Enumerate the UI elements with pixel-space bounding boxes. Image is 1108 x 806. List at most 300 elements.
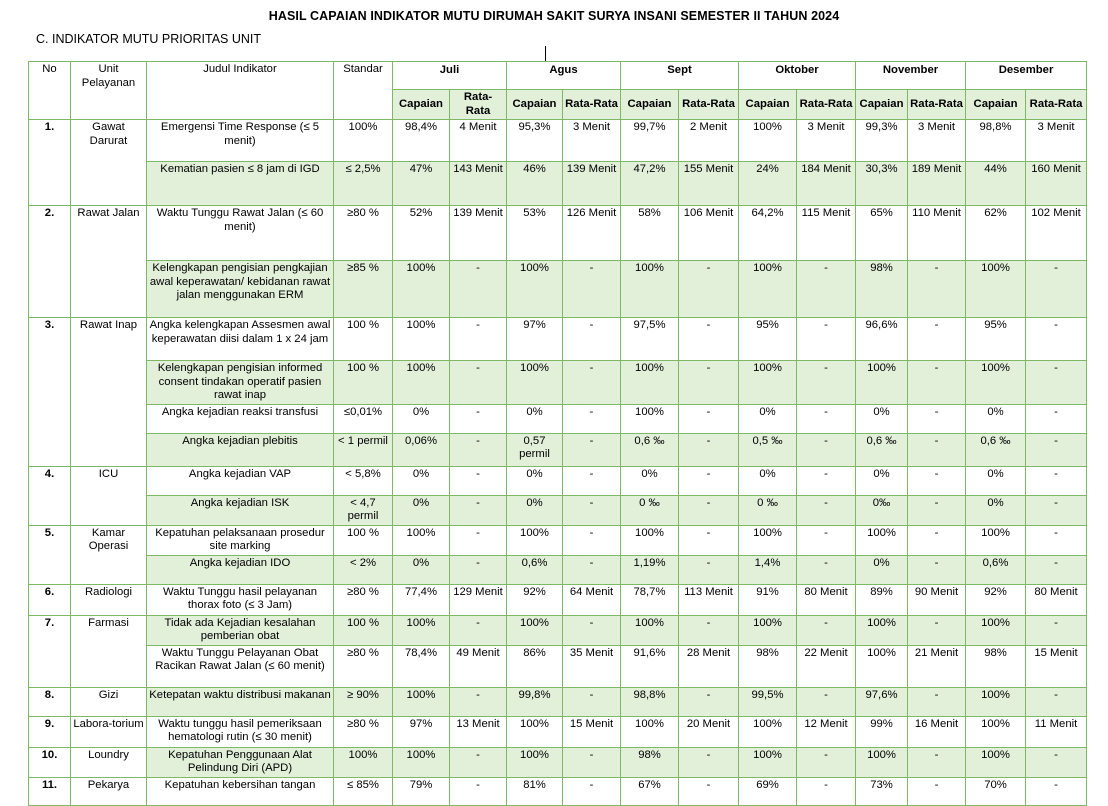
capaian-cell: 98%: [739, 645, 797, 687]
capaian-cell: 97,5%: [621, 318, 679, 361]
capaian-cell: 100%: [621, 361, 679, 405]
capaian-cell: 97%: [393, 716, 450, 747]
header-month-agus: Agus: [507, 62, 621, 90]
rata-rata-cell: -: [908, 615, 966, 645]
rata-rata-cell: -: [450, 261, 507, 318]
rata-rata-cell: -: [908, 318, 966, 361]
rata-rata-cell: 4 Menit: [450, 120, 507, 162]
unit-pelayanan: Rawat Inap: [71, 318, 147, 467]
header-rata: Rata-Rata: [908, 90, 966, 120]
capaian-cell: 100%: [966, 687, 1026, 716]
rata-rata-cell: -: [797, 318, 856, 361]
rata-rata-cell: -: [908, 525, 966, 555]
capaian-cell: 100%: [966, 261, 1026, 318]
capaian-cell: 67%: [621, 777, 679, 805]
rata-rata-cell: -: [679, 687, 739, 716]
rata-rata-cell: 155 Menit: [679, 162, 739, 206]
capaian-cell: 46%: [507, 162, 563, 206]
capaian-cell: 69%: [739, 777, 797, 805]
capaian-cell: 0,6 ‰: [966, 433, 1026, 466]
rata-rata-cell: -: [797, 747, 856, 777]
capaian-cell: 0%: [856, 404, 908, 433]
capaian-cell: 0%: [966, 466, 1026, 495]
capaian-cell: 100%: [739, 716, 797, 747]
standard-value: ≥85 %: [334, 261, 393, 318]
indicator-title: Kelengkapan pengisian pengkajian awal keperawatan/ kebidanan rawat jalan menggunakan ERM: [147, 261, 334, 318]
capaian-cell: 77,4%: [393, 584, 450, 615]
capaian-cell: 78,7%: [621, 584, 679, 615]
indicator-title: Angka kelengkapan Assesmen awal keperawatan diisi dalam 1 x 24 jam: [147, 318, 334, 361]
standard-value: ≤ 85%: [334, 777, 393, 805]
indicator-title: Kepatuhan pelaksanaan prosedur site marking: [147, 525, 334, 555]
table-row: [29, 318, 1087, 361]
header-rata: Rata-Rata: [450, 90, 507, 120]
rata-rata-cell: -: [563, 318, 621, 361]
standard-value: 100 %: [334, 525, 393, 555]
standard-value: 100%: [334, 120, 393, 162]
header-capaian: Capaian: [507, 90, 563, 120]
capaian-cell: 86%: [507, 645, 563, 687]
header-capaian: Capaian: [621, 90, 679, 120]
rata-rata-cell: -: [1026, 495, 1087, 525]
capaian-cell: 91%: [739, 584, 797, 615]
rata-rata-cell: 35 Menit: [563, 645, 621, 687]
rata-rata-cell: -: [563, 747, 621, 777]
rata-rata-cell: -: [563, 777, 621, 805]
header-standar: Standar: [334, 62, 393, 120]
capaian-cell: 0%: [507, 466, 563, 495]
rata-rata-cell: -: [908, 361, 966, 405]
table-row: [29, 206, 1087, 261]
rata-rata-cell: -: [450, 318, 507, 361]
header-rata: Rata-Rata: [1026, 90, 1087, 120]
rata-rata-cell: 129 Menit: [450, 584, 507, 615]
capaian-cell: 100%: [393, 318, 450, 361]
rata-rata-cell: -: [797, 687, 856, 716]
capaian-cell: 0 ‰: [739, 495, 797, 525]
indicator-title: Kepatuhan Penggunaan Alat Pelindung Diri (APD): [147, 747, 334, 777]
standard-value: ≥80 %: [334, 584, 393, 615]
rata-rata-cell: -: [797, 433, 856, 466]
rata-rata-cell: 28 Menit: [679, 645, 739, 687]
table-row: [29, 525, 1087, 555]
capaian-cell: 24%: [739, 162, 797, 206]
rata-rata-cell: -: [1026, 615, 1087, 645]
rata-rata-cell: -: [450, 777, 507, 805]
row-number: 6.: [29, 584, 71, 615]
rata-rata-cell: -: [679, 404, 739, 433]
capaian-cell: 52%: [393, 206, 450, 261]
capaian-cell: 0,06%: [393, 433, 450, 466]
indicator-table: [28, 61, 1087, 806]
rata-rata-cell: 3 Menit: [1026, 120, 1087, 162]
indicator-title: Waktu Tunggu Rawat Jalan (≤ 60 menit): [147, 206, 334, 261]
capaian-cell: 53%: [507, 206, 563, 261]
capaian-cell: 0,5 ‰: [739, 433, 797, 466]
indicator-title: Waktu Tunggu hasil pelayanan thorax foto (≤ 3 Jam): [147, 584, 334, 615]
rata-rata-cell: -: [563, 466, 621, 495]
capaian-cell: 100%: [966, 615, 1026, 645]
unit-pelayanan: Gizi: [71, 687, 147, 716]
capaian-cell: 0%: [393, 466, 450, 495]
capaian-cell: 100%: [739, 120, 797, 162]
rata-rata-cell: -: [679, 361, 739, 405]
capaian-cell: 100%: [393, 525, 450, 555]
capaian-cell: 100%: [856, 361, 908, 405]
table-row: [29, 120, 1087, 162]
rata-rata-cell: -: [679, 433, 739, 466]
rata-rata-cell: 20 Menit: [679, 716, 739, 747]
rata-rata-cell: 110 Menit: [908, 206, 966, 261]
rata-rata-cell: -: [679, 466, 739, 495]
section-subtitle: C. INDIKATOR MUTU PRIORITAS UNIT: [36, 32, 262, 46]
indicator-title: Emergensi Time Response (≤ 5 menit): [147, 120, 334, 162]
rata-rata-cell: -: [908, 777, 966, 805]
header-no: No: [29, 62, 71, 120]
capaian-cell: 0%: [393, 555, 450, 584]
rata-rata-cell: 21 Menit: [908, 645, 966, 687]
row-number: 3.: [29, 318, 71, 467]
capaian-cell: 47,2%: [621, 162, 679, 206]
indicator-title: Tidak ada Kejadian kesalahan pemberian obat: [147, 615, 334, 645]
capaian-cell: 100%: [966, 716, 1026, 747]
rata-rata-cell: -: [679, 555, 739, 584]
standard-value: < 4,7 permil: [334, 495, 393, 525]
capaian-cell: 95%: [966, 318, 1026, 361]
rata-rata-cell: -: [679, 777, 739, 805]
capaian-cell: 100%: [507, 525, 563, 555]
rata-rata-cell: -: [908, 495, 966, 525]
capaian-cell: 47%: [393, 162, 450, 206]
capaian-cell: 0%: [856, 466, 908, 495]
capaian-cell: 100%: [621, 525, 679, 555]
standard-value: ≤ 2,5%: [334, 162, 393, 206]
rata-rata-cell: -: [450, 615, 507, 645]
rata-rata-cell: -: [450, 747, 507, 777]
rata-rata-cell: 11 Menit: [1026, 716, 1087, 747]
capaian-cell: 98%: [966, 645, 1026, 687]
rata-rata-cell: -: [1026, 525, 1087, 555]
capaian-cell: 98,4%: [393, 120, 450, 162]
table-row: [29, 466, 1087, 495]
rata-rata-cell: -: [908, 404, 966, 433]
rata-rata-cell: -: [563, 525, 621, 555]
rata-rata-cell: 139 Menit: [563, 162, 621, 206]
row-number: 10.: [29, 747, 71, 777]
rata-rata-cell: -: [908, 261, 966, 318]
capaian-cell: 97,6%: [856, 687, 908, 716]
capaian-cell: 91,6%: [621, 645, 679, 687]
standard-value: 100 %: [334, 615, 393, 645]
row-number: 1.: [29, 120, 71, 206]
header-month-desember: Desember: [966, 62, 1087, 90]
rata-rata-cell: 15 Menit: [1026, 645, 1087, 687]
table-body: [29, 120, 1087, 806]
standard-value: 100 %: [334, 361, 393, 405]
unit-pelayanan: Rawat Jalan: [71, 206, 147, 318]
row-number: 11.: [29, 777, 71, 805]
unit-pelayanan: Farmasi: [71, 615, 147, 687]
header-month-sept: Sept: [621, 62, 739, 90]
capaian-cell: 0 ‰: [621, 495, 679, 525]
rata-rata-cell: 3 Menit: [908, 120, 966, 162]
unit-pelayanan: Labora-torium: [71, 716, 147, 747]
header-rata: Rata-Rata: [679, 90, 739, 120]
rata-rata-cell: -: [908, 433, 966, 466]
indicator-title: Kematian pasien ≤ 8 jam di IGD: [147, 162, 334, 206]
rata-rata-cell: 90 Menit: [908, 584, 966, 615]
header-month-oktober: Oktober: [739, 62, 856, 90]
capaian-cell: 100%: [621, 716, 679, 747]
standard-value: ≥80 %: [334, 645, 393, 687]
capaian-cell: 89%: [856, 584, 908, 615]
unit-pelayanan: Pekarya: [71, 777, 147, 805]
indicator-title: Kelengkapan pengisian informed consent tindakan operatif pasien rawat inap: [147, 361, 334, 405]
rata-rata-cell: -: [450, 687, 507, 716]
capaian-cell: 58%: [621, 206, 679, 261]
capaian-cell: 0%: [966, 495, 1026, 525]
rata-rata-cell: -: [1026, 318, 1087, 361]
rata-rata-cell: -: [679, 318, 739, 361]
rata-rata-cell: -: [679, 525, 739, 555]
capaian-cell: 0,6%: [507, 555, 563, 584]
capaian-cell: 0,6 ‰: [856, 433, 908, 466]
standard-value: ≥80 %: [334, 206, 393, 261]
capaian-cell: 0%: [621, 466, 679, 495]
indicator-title: Angka kejadian IDO: [147, 555, 334, 584]
rata-rata-cell: 80 Menit: [1026, 584, 1087, 615]
table-row: [29, 687, 1087, 716]
rata-rata-cell: 80 Menit: [797, 584, 856, 615]
rata-rata-cell: -: [797, 615, 856, 645]
standard-value: < 1 permil: [334, 433, 393, 466]
table-row: [29, 433, 1087, 466]
capaian-cell: 92%: [507, 584, 563, 615]
capaian-cell: 100%: [507, 716, 563, 747]
row-number: 9.: [29, 716, 71, 747]
header-rata: Rata-Rata: [797, 90, 856, 120]
rata-rata-cell: -: [450, 404, 507, 433]
rata-rata-cell: 184 Menit: [797, 162, 856, 206]
rata-rata-cell: -: [908, 466, 966, 495]
capaian-cell: 100%: [393, 687, 450, 716]
rata-rata-cell: -: [450, 555, 507, 584]
rata-rata-cell: -: [563, 555, 621, 584]
rata-rata-cell: 3 Menit: [797, 120, 856, 162]
table-row: [29, 261, 1087, 318]
capaian-cell: 30,3%: [856, 162, 908, 206]
rata-rata-cell: -: [450, 525, 507, 555]
rata-rata-cell: -: [908, 555, 966, 584]
rata-rata-cell: -: [1026, 466, 1087, 495]
capaian-cell: 100%: [856, 747, 908, 777]
capaian-cell: 100%: [393, 747, 450, 777]
capaian-cell: 100%: [966, 747, 1026, 777]
capaian-cell: 64,2%: [739, 206, 797, 261]
capaian-cell: 100%: [507, 261, 563, 318]
header-capaian: Capaian: [966, 90, 1026, 120]
rata-rata-cell: -: [908, 747, 966, 777]
rata-rata-cell: -: [797, 404, 856, 433]
rata-rata-cell: 126 Menit: [563, 206, 621, 261]
row-number: 4.: [29, 466, 71, 525]
rata-rata-cell: 16 Menit: [908, 716, 966, 747]
capaian-cell: 1,4%: [739, 555, 797, 584]
table-row: [29, 404, 1087, 433]
rata-rata-cell: 15 Menit: [563, 716, 621, 747]
header-row-months: [29, 62, 1087, 90]
rata-rata-cell: 160 Menit: [1026, 162, 1087, 206]
rata-rata-cell: -: [797, 466, 856, 495]
rata-rata-cell: -: [679, 615, 739, 645]
rata-rata-cell: 3 Menit: [563, 120, 621, 162]
rata-rata-cell: -: [1026, 261, 1087, 318]
standard-value: ≤0,01%: [334, 404, 393, 433]
capaian-cell: 79%: [393, 777, 450, 805]
rata-rata-cell: 189 Menit: [908, 162, 966, 206]
header-month-juli: Juli: [393, 62, 507, 90]
header-capaian: Capaian: [739, 90, 797, 120]
capaian-cell: 100%: [507, 615, 563, 645]
table-row: [29, 615, 1087, 645]
standard-value: 100 %: [334, 318, 393, 361]
standard-value: ≥ 90%: [334, 687, 393, 716]
indicator-title: Waktu Tunggu Pelayanan Obat Racikan Rawat Jalan (≤ 60 menit): [147, 645, 334, 687]
capaian-cell: 97%: [507, 318, 563, 361]
table-row: [29, 495, 1087, 525]
capaian-cell: 99,5%: [739, 687, 797, 716]
capaian-cell: 100%: [856, 525, 908, 555]
standard-value: ≥80 %: [334, 716, 393, 747]
row-number: 2.: [29, 206, 71, 318]
header-unit: Unit Pelayanan: [71, 62, 147, 120]
capaian-cell: 0%: [507, 495, 563, 525]
row-number: 7.: [29, 615, 71, 687]
capaian-cell: 0‰: [856, 495, 908, 525]
capaian-cell: 99,7%: [621, 120, 679, 162]
indicator-title: Ketepatan waktu distribusi makanan: [147, 687, 334, 716]
capaian-cell: 0%: [507, 404, 563, 433]
rata-rata-cell: 102 Menit: [1026, 206, 1087, 261]
unit-pelayanan: ICU: [71, 466, 147, 525]
capaian-cell: 100%: [739, 747, 797, 777]
table-row: [29, 645, 1087, 687]
capaian-cell: 99,8%: [507, 687, 563, 716]
capaian-cell: 70%: [966, 777, 1026, 805]
rata-rata-cell: -: [797, 495, 856, 525]
rata-rata-cell: -: [450, 433, 507, 466]
table-row: [29, 555, 1087, 584]
capaian-cell: 99,3%: [856, 120, 908, 162]
standard-value: < 2%: [334, 555, 393, 584]
rata-rata-cell: -: [563, 433, 621, 466]
rata-rata-cell: 113 Menit: [679, 584, 739, 615]
indicator-title: Angka kejadian reaksi transfusi: [147, 404, 334, 433]
capaian-cell: 98,8%: [621, 687, 679, 716]
capaian-cell: 0,57 permil: [507, 433, 563, 466]
rata-rata-cell: -: [1026, 361, 1087, 405]
capaian-cell: 100%: [966, 525, 1026, 555]
header-capaian: Capaian: [393, 90, 450, 120]
capaian-cell: 100%: [739, 615, 797, 645]
capaian-cell: 96,6%: [856, 318, 908, 361]
row-number: 8.: [29, 687, 71, 716]
rata-rata-cell: -: [1026, 687, 1087, 716]
capaian-cell: 100%: [856, 645, 908, 687]
capaian-cell: 0%: [966, 404, 1026, 433]
capaian-cell: 100%: [621, 615, 679, 645]
rata-rata-cell: -: [679, 747, 739, 777]
capaian-cell: 100%: [621, 404, 679, 433]
unit-pelayanan: Radiologi: [71, 584, 147, 615]
table-row: [29, 584, 1087, 615]
capaian-cell: 65%: [856, 206, 908, 261]
rata-rata-cell: -: [450, 466, 507, 495]
capaian-cell: 1,19%: [621, 555, 679, 584]
capaian-cell: 98%: [621, 747, 679, 777]
rata-rata-cell: -: [450, 495, 507, 525]
rata-rata-cell: -: [679, 261, 739, 318]
capaian-cell: 81%: [507, 777, 563, 805]
capaian-cell: 98,8%: [966, 120, 1026, 162]
rata-rata-cell: -: [797, 777, 856, 805]
header-rata: Rata-Rata: [563, 90, 621, 120]
capaian-cell: 100%: [621, 261, 679, 318]
rata-rata-cell: -: [1026, 404, 1087, 433]
row-number: 5.: [29, 525, 71, 584]
capaian-cell: 99%: [856, 716, 908, 747]
unit-pelayanan: Gawat Darurat: [71, 120, 147, 206]
header-judul: Judul Indikator: [147, 62, 334, 120]
rata-rata-cell: -: [908, 687, 966, 716]
table-row: [29, 162, 1087, 206]
capaian-cell: 100%: [966, 361, 1026, 405]
capaian-cell: 0%: [393, 495, 450, 525]
table-row: [29, 361, 1087, 405]
rata-rata-cell: -: [797, 361, 856, 405]
capaian-cell: 44%: [966, 162, 1026, 206]
indicator-title: Angka kejadian plebitis: [147, 433, 334, 466]
capaian-cell: 100%: [856, 615, 908, 645]
rata-rata-cell: 64 Menit: [563, 584, 621, 615]
rata-rata-cell: 106 Menit: [679, 206, 739, 261]
rata-rata-cell: -: [1026, 747, 1087, 777]
unit-pelayanan: Loundry: [71, 747, 147, 777]
rata-rata-cell: 2 Menit: [679, 120, 739, 162]
document-title: HASIL CAPAIAN INDIKATOR MUTU DIRUMAH SAKIT SURYA INSANI SEMESTER II TAHUN 2024: [268, 9, 840, 23]
capaian-cell: 73%: [856, 777, 908, 805]
rata-rata-cell: -: [1026, 555, 1087, 584]
capaian-cell: 95,3%: [507, 120, 563, 162]
rata-rata-cell: -: [1026, 433, 1087, 466]
rata-rata-cell: -: [563, 687, 621, 716]
capaian-cell: 100%: [393, 261, 450, 318]
rata-rata-cell: -: [563, 615, 621, 645]
capaian-cell: 100%: [393, 361, 450, 405]
capaian-cell: 0%: [856, 555, 908, 584]
rata-rata-cell: 49 Menit: [450, 645, 507, 687]
rata-rata-cell: -: [563, 495, 621, 525]
rata-rata-cell: -: [450, 361, 507, 405]
rata-rata-cell: 13 Menit: [450, 716, 507, 747]
rata-rata-cell: -: [797, 555, 856, 584]
rata-rata-cell: -: [563, 361, 621, 405]
rata-rata-cell: 139 Menit: [450, 206, 507, 261]
rata-rata-cell: -: [797, 261, 856, 318]
text-cursor: [545, 46, 546, 62]
table-row: [29, 747, 1087, 777]
capaian-cell: 100%: [739, 261, 797, 318]
